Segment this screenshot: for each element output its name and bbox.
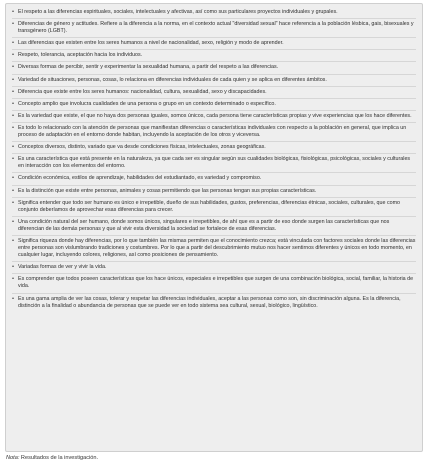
list-item bbox=[12, 111, 416, 123]
bullet-icon: • bbox=[12, 112, 15, 119]
list-item bbox=[12, 173, 416, 185]
list-item bbox=[12, 198, 416, 217]
list-item bbox=[12, 50, 416, 62]
list-item bbox=[12, 186, 416, 198]
list-item bbox=[12, 38, 416, 50]
list-item-text: Es la variedad que existe, el que no haya dos personas iguales, somos únicos, cada persona tiene características propias y vive experiencias que los hace diferentes. bbox=[18, 112, 412, 119]
bullet-icon: • bbox=[12, 144, 15, 151]
list-item bbox=[12, 142, 416, 154]
list-item bbox=[12, 294, 416, 312]
note-text: Resultados de la investigación. bbox=[19, 455, 99, 461]
bullet-icon: • bbox=[12, 21, 15, 28]
bullet-icon: • bbox=[12, 237, 15, 244]
bullet-icon: • bbox=[12, 156, 15, 163]
list-item bbox=[12, 7, 416, 19]
list-item-text: Significa riqueza donde hay diferencias, por lo que también las mismas permiten que el conocimiento crezca; está vinculada con factores sociales donde las diferencias entre personas son vislumbrando tradiciones y costumbres. Por lo que a partir del descubrimiento mutuo nos hacer sentirnos diferentes y únicos en todo momento, en cualquier lugar, incluyendo colores, religiones, así como posiciones de pensamiento. bbox=[18, 237, 416, 259]
bullet-icon: • bbox=[12, 124, 15, 131]
list-item-text: Es todo lo relacionado con la atención de personas que manifiestan diferencias o características individuales con respecto a la población en general, que implica un proceso de adaptación en el entorno donde habitan, incluyendo la aceptación de los otros y viceversa. bbox=[18, 124, 407, 139]
bullet-icon: • bbox=[12, 175, 15, 182]
bullet-icon: • bbox=[12, 100, 15, 107]
list-item bbox=[12, 236, 416, 262]
bullet-icon: • bbox=[12, 9, 15, 15]
table-note bbox=[6, 455, 98, 462]
list-item-text: Diversas formas de percibir, sentir y experimentar la sexualidad humana, a partir del respeto a las diferencias. bbox=[18, 64, 279, 71]
bullet-icon: • bbox=[12, 52, 15, 59]
bullet-icon: • bbox=[12, 40, 15, 47]
list-item-text: Variadas formas de ver y vivir la vida. bbox=[18, 264, 107, 271]
list-item bbox=[12, 87, 416, 99]
bullet-icon: • bbox=[12, 295, 15, 302]
list-item-text: Diferencias de género y actitudes. Refiere a la diferencia a la norma, en el contexto actual "diversidad sexual" hace referencia a la población lésbica, gais, bisexuales y transgénero (LGBT). bbox=[18, 21, 414, 35]
list-item bbox=[12, 123, 416, 142]
bullet-icon: • bbox=[12, 264, 15, 271]
list-item-text: Una condición natural del ser humano, donde somos únicos, singulares e irrepetibles, de ahí que es a partir de eso donde surgen las características que nos diferencian de las demás personas y que al vivir esta diversidad la sociedad se fortalece de esas diferencias. bbox=[18, 218, 390, 232]
list-item bbox=[12, 19, 416, 38]
list-item-text: Es comprender que todos poseen características que los hace únicos, especiales e irrepetibles que surgen de una combinación biológica, social, familiar, la historia de vida. bbox=[18, 276, 414, 290]
list-item-text: Conceptos diversos, distinto, variado que va desde condiciones físicas, intelectuales, zonas geográficas. bbox=[18, 144, 266, 151]
bullet-icon: • bbox=[12, 218, 15, 225]
list-item-text: Las diferencias que existen entre los seres humanos a nivel de nacionalidad, sexo, religión y modo de aprender. bbox=[18, 40, 284, 47]
note-label: Nota: bbox=[6, 455, 20, 461]
list-item-text: Es la distinción que existe entre personas, animales y cosas permitiendo que las personas tengan sus propias características. bbox=[18, 187, 317, 194]
bullet-icon: • bbox=[12, 187, 15, 194]
bullet-icon: • bbox=[12, 76, 15, 83]
list-item-text: Respeto, tolerancia, aceptación hacia los individuos. bbox=[18, 52, 143, 59]
list-item bbox=[12, 262, 416, 274]
list-item-text: Es una característica que está presente en la naturaleza, ya que cada ser es singular según sus cualidades biológicas, fisiológicas, psicológicas, sociales y culturales en interacción con los elementos del entorno. bbox=[18, 156, 411, 170]
bullet-icon: • bbox=[12, 276, 15, 283]
list-item-text: Variedad de situaciones, personas, cosas, lo relaciona en diferencias individuales de cada quien y se aplica en diferentes ámbitos. bbox=[18, 76, 327, 83]
bullet-icon: • bbox=[12, 199, 15, 206]
list-item-text: Concepto amplio que involucra cualidades de una persona o grupo en un contexto determinado o específico. bbox=[18, 100, 276, 107]
list-item bbox=[12, 274, 416, 293]
list-item-text: Es una gama amplia de ver las cosas, tolerar y respetar las diferencias individuales, aceptar a las personas como son, sin discriminación alguna. Es la diferencia, distinción a la finalidad o abundancia de personas que se puede ver en todo sistema sea cultural, sexual, biológico, lingüístico. bbox=[18, 295, 401, 309]
bullet-icon: • bbox=[12, 64, 15, 71]
list-item bbox=[12, 217, 416, 236]
concept-list-panel bbox=[5, 3, 423, 452]
list-item bbox=[12, 75, 416, 87]
list-item bbox=[12, 99, 416, 111]
list-item-text: Diferencia que existe entre los seres humanos: nacionalidad, cultura, sexualidad, sexo y discapacidades. bbox=[18, 88, 267, 95]
list-item-text: Condición económica, estilos de aprendizaje, habilidades del estudiantado, es variedad y compromiso. bbox=[18, 175, 262, 182]
list-item bbox=[12, 62, 416, 74]
list-item bbox=[12, 154, 416, 173]
list-item-text: El respeto a las diferencias espirituales, sociales, intelectuales y afectivas, así como sus particulares proyectos individuales y grupales. bbox=[18, 9, 338, 15]
bullet-icon: • bbox=[12, 88, 15, 95]
list-item-text: Significa entender que todo ser humano es único e irrepetible, dueño de sus habilidades, gustos, preferencias, diferencias étnicas, sociales, culturales, que como conjunto deberíamos de aprovechar esas diferencias para crecer. bbox=[18, 199, 401, 213]
